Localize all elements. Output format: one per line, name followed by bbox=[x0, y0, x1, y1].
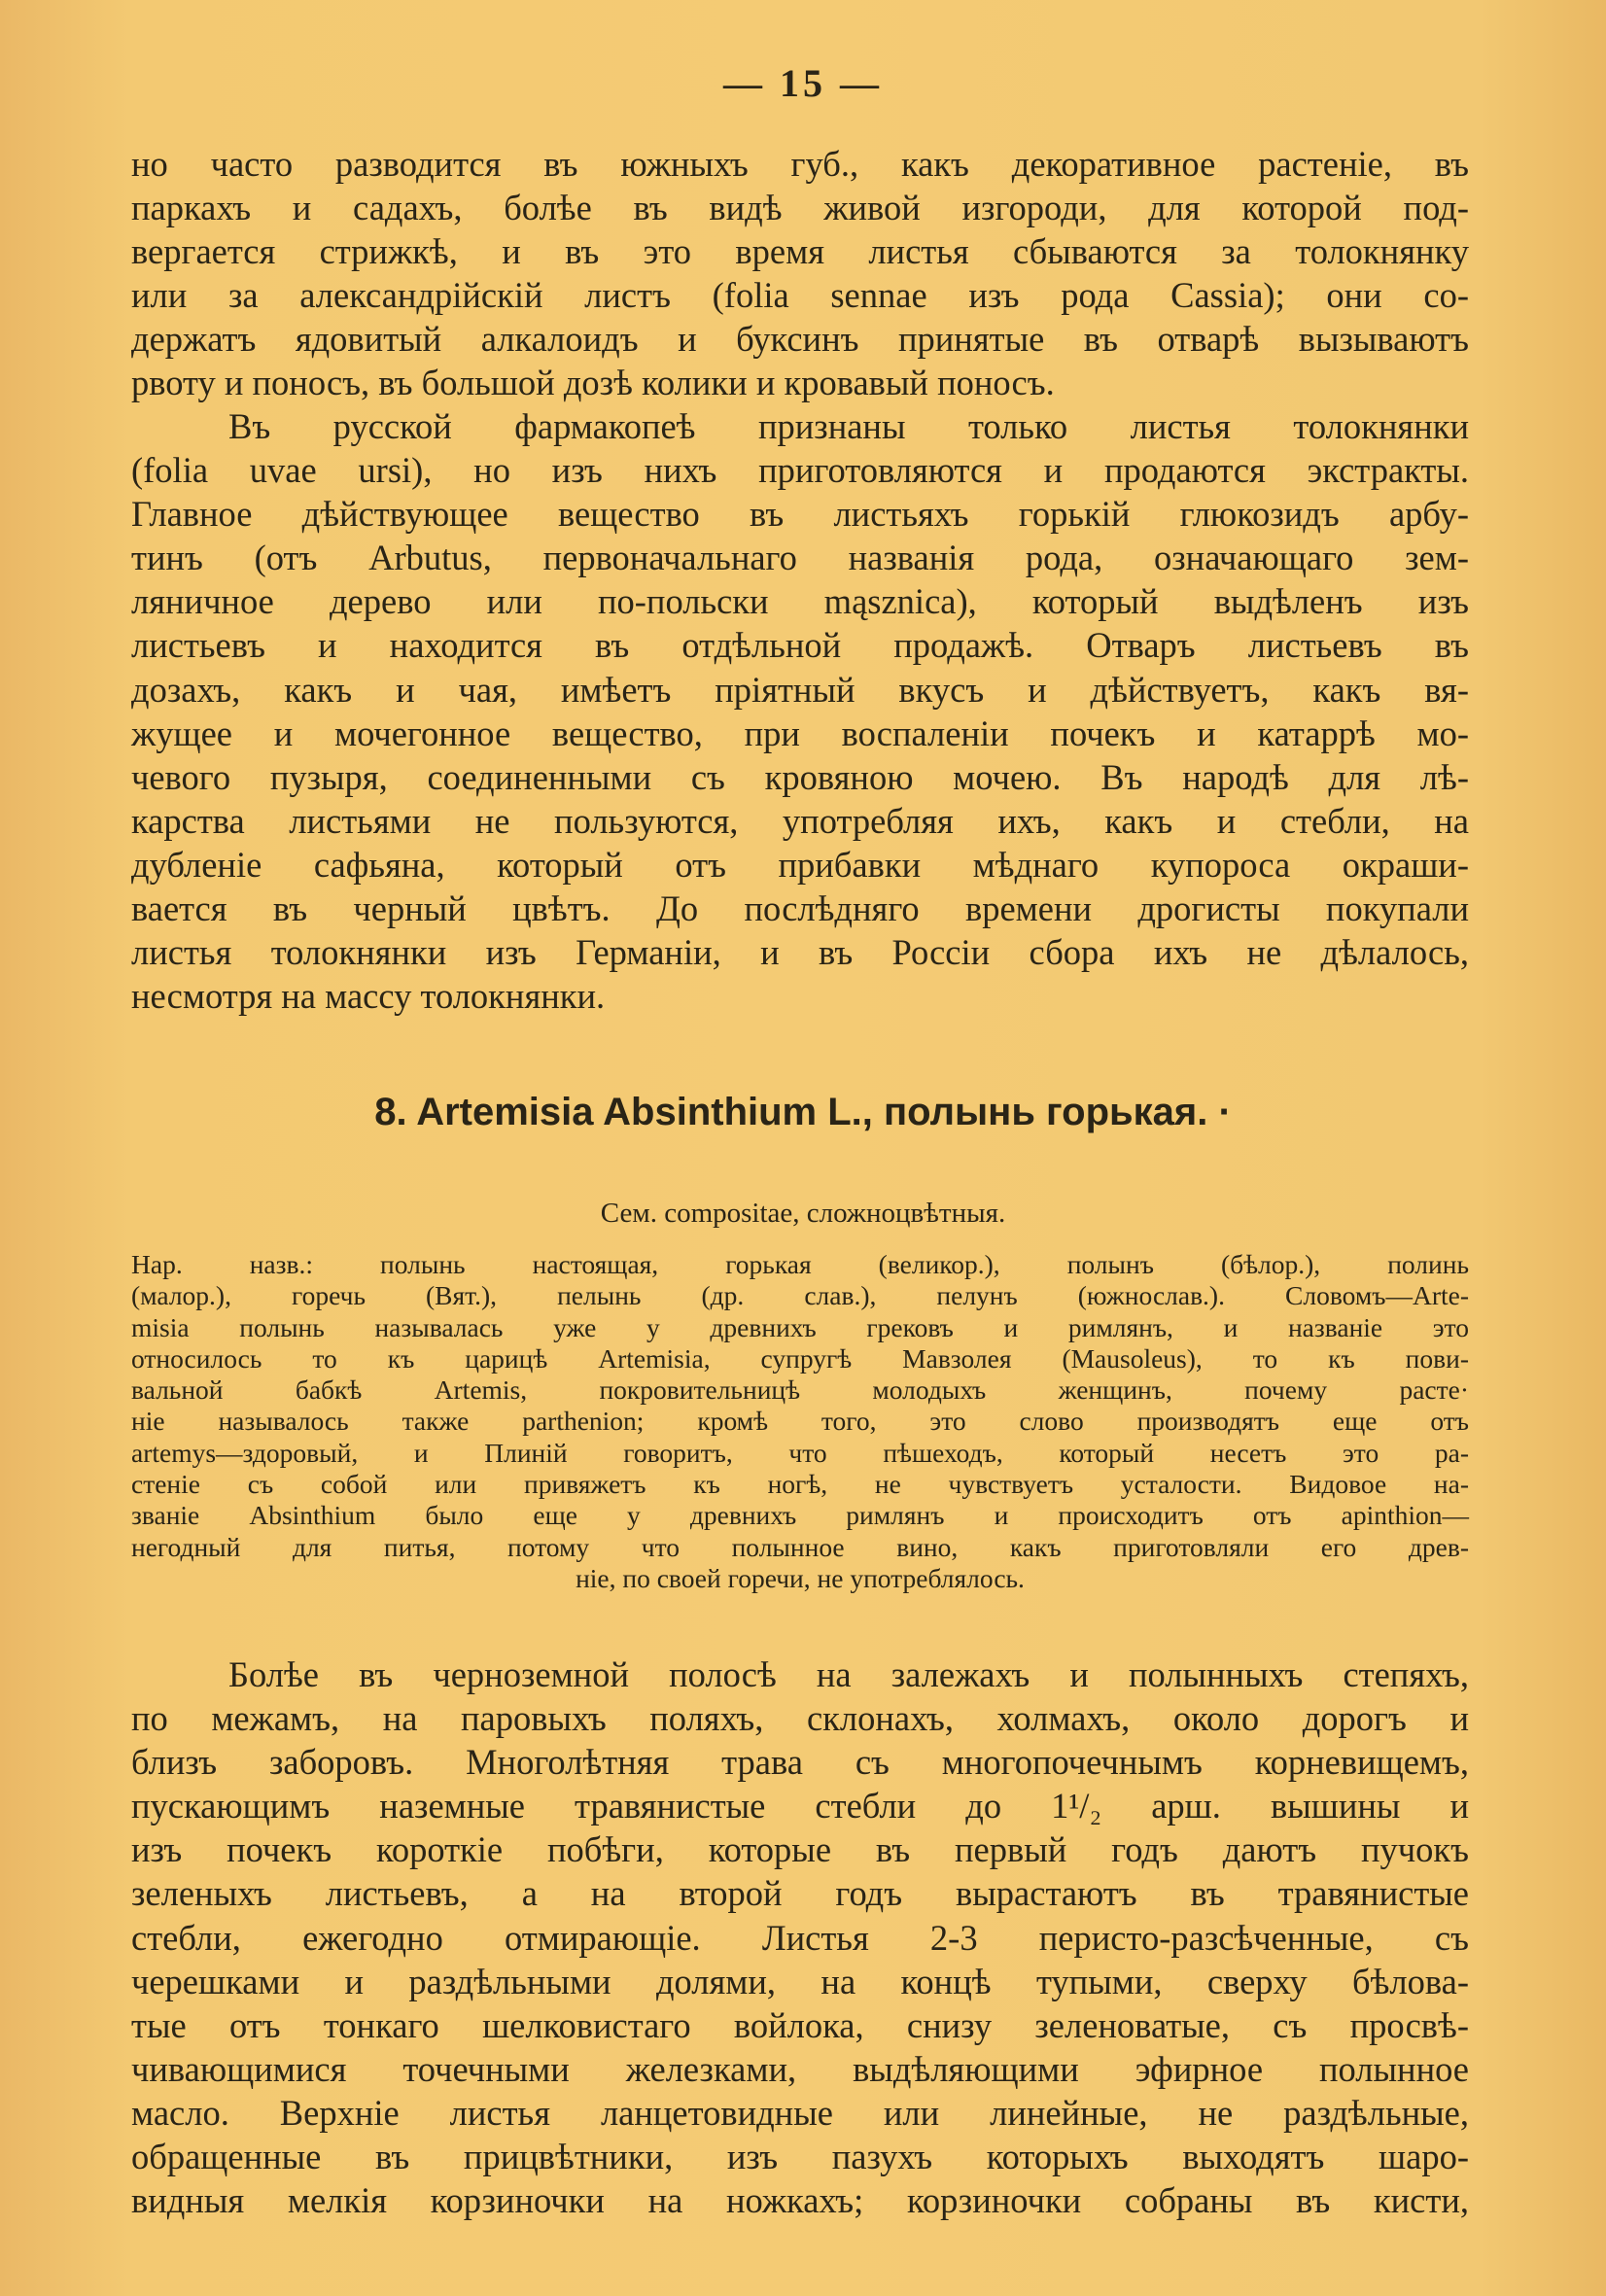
text-line: Нар. назв.: полынь настоящая, горькая (великор.), полынъ (бѣлор.), полинь bbox=[131, 1249, 1469, 1279]
page-number: — 15 — bbox=[723, 61, 883, 105]
text-line: масло. Верхнiе листья ланцетовидные или линейные, не раздѣльные, bbox=[131, 2092, 1469, 2133]
text-line: нiе, по своей горечи, не употреблялось. bbox=[576, 1562, 1025, 1593]
text-line: изъ почекъ короткiе побѣги, которые въ первый годъ даютъ пучокъ bbox=[131, 1829, 1469, 1870]
text-line: по межамъ, на паровыхъ поляхъ, склонахъ, холмахъ, около дорогъ и bbox=[131, 1698, 1469, 1739]
text-line: Главное дѣйствующее вещество въ листьяхъ горькiй глюкозидъ арбу- bbox=[131, 494, 1469, 535]
text-line: черешками и раздѣльными долями, на концѣ тупыми, сверху бѣлова- bbox=[131, 1961, 1469, 2001]
text-line: artemys—здоровый, и Плинiй говоритъ, что пѣшеходъ, который несетъ это ра- bbox=[131, 1437, 1469, 1468]
top-paragraph bbox=[131, 142, 1469, 405]
text-line: но часто разводится въ южныхъ губ., какъ декоративное растенiе, въ bbox=[131, 144, 1469, 184]
text-line: дозахъ, какъ и чая, имѣетъ прiятный вкусъ и дѣйствуетъ, какъ вя- bbox=[131, 669, 1469, 710]
section-title: 8. Artemisia Absinthium L., полынь горькая. · bbox=[374, 1091, 1232, 1133]
text-line: листья толокнянки изъ Германiи, и въ Россiи сбора ихъ не дѣлалось, bbox=[131, 932, 1469, 973]
text-line: Болѣе въ черноземной полосѣ на залежахъ и полынныхъ степяхъ, bbox=[228, 1654, 1469, 1694]
text-line: зеленыхъ листьевъ, а на второй годъ вырастаютъ въ травянистые bbox=[131, 1873, 1469, 1914]
text-line: вается въ черный цвѣтъ. До послѣдняго времени дрогисты покупали bbox=[131, 888, 1469, 929]
text-line: или за александрiйскiй листъ (folia sennae изъ рода Cassia); они со- bbox=[131, 275, 1469, 316]
text-line: стенiе съ собой или привяжетъ къ ногѣ, не чувствуетъ усталости. Видовое на- bbox=[131, 1469, 1469, 1500]
text-line: ляничное дерево или по-польски mąszniсa), который выдѣленъ изъ bbox=[131, 581, 1469, 622]
text-line: тинъ (отъ Arbutus, первоначальнаго названiя рода, означающаго зем- bbox=[131, 538, 1469, 578]
text-line: карства листьями не пользуются, употребляя ихъ, какъ и стебли, на bbox=[131, 800, 1469, 841]
text-line: листьевъ и находится въ отдѣльной продажѣ. Отваръ листьевъ въ bbox=[131, 625, 1469, 666]
text-line: (folia uvae ursi), но изъ нихъ приготовляются и продаются экстракты. bbox=[131, 450, 1469, 491]
text-line: вальной бабкѣ Artemis, покровительницѣ молодыхъ женщинъ, почему расте· bbox=[131, 1374, 1469, 1406]
second-paragraph bbox=[131, 404, 1469, 1018]
text-line: званiе Absinthium было еще у древнихъ римлянъ и происходитъ отъ apinthion— bbox=[131, 1500, 1469, 1531]
text-line: Въ русской фармакопеѣ признаны только листья толокнянки bbox=[228, 406, 1469, 446]
text-line: вергается стрижкѣ, и въ это время листья сбываются за толокнянку bbox=[131, 231, 1469, 272]
text-line: чивающимися точечными железками, выдѣляющими эфирное полынное bbox=[131, 2048, 1469, 2089]
text-line: дубленiе сафьяна, который отъ прибавки мѣднаго купороса окраши- bbox=[131, 844, 1469, 885]
text-line: нiе называлось также parthenion; кромѣ того, это слово производятъ еще отъ bbox=[131, 1406, 1469, 1437]
text-line: чевого пузыря, соединенными съ кровяною мочею. Въ народѣ для лѣ- bbox=[131, 756, 1469, 797]
text-line: видныя мелкiя корзиночки на ножкахъ; корзиночки собраны въ кисти, bbox=[131, 2180, 1469, 2221]
text-line: тые отъ тонкаго шелковистаго войлока, снизу зеленоватые, съ просвѣ- bbox=[131, 2004, 1469, 2045]
text-line: жущее и мочегонное вещество, при воспаленiи почекъ и катаррѣ мо- bbox=[131, 713, 1469, 753]
text-line: паркахъ и садахъ, болѣе въ видѣ живой изгороди, для которой под- bbox=[131, 188, 1469, 228]
text-line: рвоту и поносъ, въ большой дозѣ колики и кровавый поносъ. bbox=[131, 363, 1055, 403]
text-line: пускающимъ наземные травянистые стебли до 1¹/₂ арш. вышины и bbox=[131, 1786, 1469, 1826]
text-line: негодный для питья, потому что полынное вино, какъ приготовляли его древ- bbox=[131, 1531, 1469, 1562]
text-line: несмотря на массу толокнянки. bbox=[131, 976, 606, 1017]
names-paragraph bbox=[131, 1249, 1469, 1594]
text-line: misia полынь называлась уже у древнихъ грековъ и римлянъ, и названiе это bbox=[131, 1311, 1469, 1342]
text-line: обращенные въ прицвѣтники, изъ пазухъ которыхъ выходятъ шаро- bbox=[131, 2137, 1469, 2177]
family-line: Сем. compositae, сложноцвѣтныя. bbox=[600, 1198, 1006, 1229]
text-line: стебли, ежегодно отмирающiе. Листья 2-3 перисто-разсѣченные, съ bbox=[131, 1917, 1469, 1958]
bottom-paragraph bbox=[131, 1652, 1469, 2222]
text-line: относилось то къ царицѣ Artemisia, супругѣ Мавзолея (Mausoleus), то къ пови- bbox=[131, 1342, 1469, 1374]
text-line: держатъ ядовитый алкалоидъ и буксинъ принятые въ отварѣ вызываютъ bbox=[131, 319, 1469, 360]
text-line: близъ заборовъ. Многолѣтняя трава съ многопочечнымъ корневищемъ, bbox=[131, 1742, 1469, 1783]
text-line: (малор.), горечь (Вят.), пелынь (др. слав.), пелунъ (южнослав.). Словомъ—Arte- bbox=[131, 1280, 1469, 1311]
